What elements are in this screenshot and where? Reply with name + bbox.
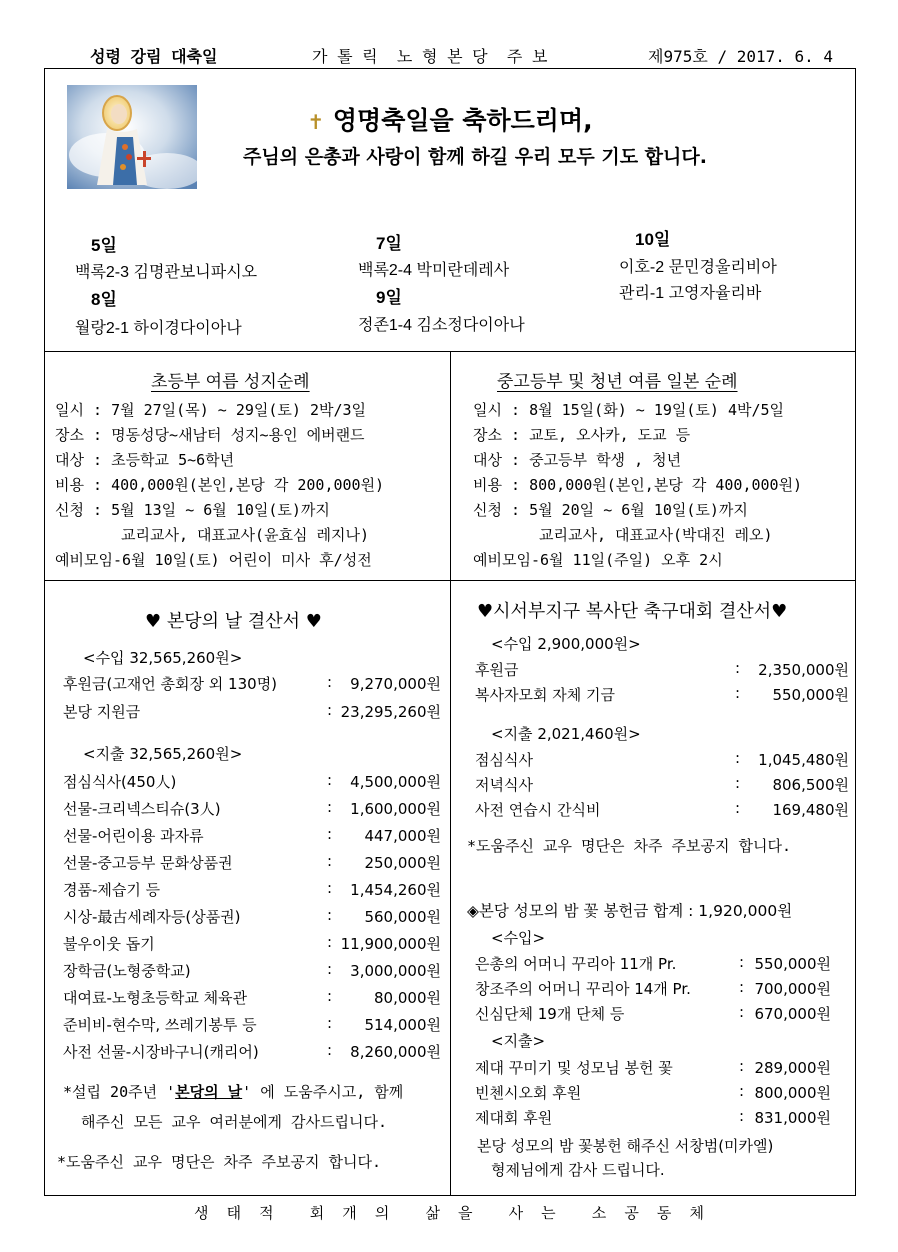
ledger-label: 사전 선물-시장바구니(캐리어): [63, 1043, 259, 1061]
ledger-separator: :: [739, 1107, 745, 1125]
ledger-amount: 550,000원: [754, 955, 831, 973]
ledger-separator: :: [735, 684, 741, 702]
youth-pilgrimage-meeting: 예비모임-6월 11일(주일) 오후 2시: [473, 551, 723, 569]
ledger-amount: 447,000원: [364, 827, 441, 845]
thanks-prefix: *설립 20주년 ': [63, 1083, 176, 1101]
ledger-label: 복사자모회 자체 기금: [475, 686, 615, 704]
ledger-label: 후원금: [475, 661, 519, 679]
footer-motto: 생 태 적 회 개 의 삶 을 사 는 소 공 동 체: [194, 1204, 704, 1222]
feast-day-5: 5일: [91, 236, 117, 255]
youth-pilgrimage-target: 대상 : 중고등부 학생 , 청년: [473, 451, 682, 469]
ledger-separator: :: [327, 906, 333, 924]
youth-pilgrimage-date: 일시 : 8월 15일(화) ~ 19일(토) 4박/5일: [473, 401, 785, 419]
parish-thanks-line2: 해주신 모든 교우 여러분에게 감사드립니다.: [81, 1113, 387, 1131]
ledger-amount: 250,000원: [364, 854, 441, 872]
ledger-separator: :: [739, 978, 745, 996]
ledger-separator: :: [327, 852, 333, 870]
parish-income-header: <수입 32,565,260원>: [83, 649, 243, 667]
elementary-pilgrimage-place: 장소 : 명동성당~새남터 성지~용인 에버랜드: [55, 426, 365, 444]
ledger-amount: 831,000원: [754, 1109, 831, 1127]
greeting-line1: [45, 101, 855, 137]
parish-day-title: [145, 607, 322, 633]
parish-notice: *도움주신 교우 명단은 차주 주보공지 합니다.: [57, 1153, 382, 1171]
youth-pilgrimage-title: 중고등부 및 청년 여름 일본 순례: [497, 372, 738, 392]
ledger-separator: :: [327, 1014, 333, 1032]
ledger-separator: :: [327, 701, 333, 719]
ledger-label: 선물-중고등부 문화상품권: [63, 854, 233, 872]
ledger-label: 제대회 후원: [475, 1109, 553, 1127]
feast-name: 이호-2 문민경울리비아: [619, 259, 777, 276]
may-night-title: ◈본당 성모의 밤 꽃 봉헌금 합계 : 1,920,000원: [467, 902, 793, 920]
ledger-label: 창조주의 어머니 꾸리아 14개 Pr.: [475, 980, 691, 998]
ledger-separator: :: [735, 749, 741, 767]
greeting-line2: 주님의 은총과 사랑이 함께 하길 우리 모두 기도 합니다.: [243, 146, 707, 168]
ledger-separator: :: [327, 798, 333, 816]
ledger-label: 경품-제습기 등: [63, 881, 161, 899]
ledger-label: 본당 지원금: [63, 703, 141, 721]
ledger-amount: 550,000원: [772, 686, 849, 704]
heart-icon: ♥: [305, 611, 322, 632]
ledger-separator: :: [327, 771, 333, 789]
ledger-separator: :: [735, 774, 741, 792]
ledger-amount: 1,454,260원: [350, 881, 441, 899]
feast-name: 월랑2-1 하이경다이아나: [75, 320, 242, 337]
ledger-separator: :: [739, 1057, 745, 1075]
ledger-label: 선물-어린이용 과자류: [63, 827, 204, 845]
soccer-expense-header: <지출 2,021,460원>: [491, 725, 641, 743]
ledger-label: 선물-크리넥스티슈(3人): [63, 800, 221, 818]
ledger-amount: 289,000원: [754, 1059, 831, 1077]
ledger-separator: :: [739, 1082, 745, 1100]
elementary-pilgrimage-cost: 비용 : 400,000원(본인,본당 각 200,000원): [55, 476, 385, 494]
column-divider: [450, 352, 451, 1195]
youth-pilgrimage-cost: 비용 : 800,000원(본인,본당 각 400,000원): [473, 476, 803, 494]
ledger-separator: :: [739, 953, 745, 971]
ledger-label: 신심단체 19개 단체 등: [475, 1005, 625, 1023]
ledger-amount: 11,900,000원: [340, 935, 441, 953]
ledger-separator: :: [327, 933, 333, 951]
ledger-amount: 700,000원: [754, 980, 831, 998]
ledger-amount: 8,260,000원: [350, 1043, 441, 1061]
ledger-separator: :: [327, 1041, 333, 1059]
ledger-separator: :: [327, 879, 333, 897]
ledger-separator: :: [739, 1003, 745, 1021]
elementary-pilgrimage-contact: 교리교사, 대표교사(윤효심 레지나): [121, 526, 370, 544]
may-night-expense-header: <지출>: [491, 1032, 546, 1050]
ledger-label: 후원금(고재언 총회장 외 130명): [63, 675, 278, 693]
ledger-label: 점심식사(450人): [63, 773, 177, 791]
elementary-pilgrimage-meeting: 예비모임-6월 10일(토) 어린이 미사 후/성전: [55, 551, 372, 569]
issue-info: 제975호 / 2017. 6. 4: [648, 47, 834, 66]
feast-name: 백록2-3 김명관보니파시오: [75, 264, 258, 281]
ledger-amount: 806,500원: [772, 776, 849, 794]
ledger-label: 장학금(노형중학교): [63, 962, 191, 980]
ledger-amount: 800,000원: [754, 1084, 831, 1102]
elementary-pilgrimage-date: 일시 : 7월 27일(목) ~ 29일(토) 2박/3일: [55, 401, 367, 419]
ledger-separator: :: [327, 960, 333, 978]
feast-day-10: 10일: [635, 230, 671, 249]
ledger-label: 저녁식사: [475, 776, 533, 794]
elementary-pilgrimage-apply: 신청 : 5월 13일 ~ 6월 10일(토)까지: [55, 501, 330, 519]
ledger-label: 불우이웃 돕기: [63, 935, 155, 953]
ledger-amount: 9,270,000원: [350, 675, 441, 693]
may-night-thanks-line1: 본당 성모의 밤 꽃봉헌 해주신 서창범(미카엘): [477, 1137, 774, 1155]
ledger-label: 시상-最古세례자등(상품권): [63, 908, 241, 926]
youth-pilgrimage-apply: 신청 : 5월 20일 ~ 6월 10일(토)까지: [473, 501, 748, 519]
thanks-suffix: ' 에 도움주시고, 함께: [242, 1083, 404, 1101]
elementary-pilgrimage-target: 대상 : 초등학교 5~6학년: [55, 451, 235, 469]
youth-pilgrimage-place: 장소 : 교토, 오사카, 도교 등: [473, 426, 691, 444]
feast-day-9: 9일: [376, 288, 402, 307]
ledger-separator: :: [327, 987, 333, 1005]
ledger-label: 점심식사: [475, 751, 533, 769]
ledger-amount: 4,500,000원: [350, 773, 441, 791]
ledger-separator: :: [327, 673, 333, 691]
feast-label: 성령 강림 대축일: [90, 47, 218, 66]
greeting-text: 영명축일을 축하드리며,: [332, 106, 593, 135]
heart-icon: ♥: [145, 611, 162, 632]
ledger-separator: :: [327, 825, 333, 843]
youth-pilgrimage-contact: 교리교사, 대표교사(박대진 레오): [539, 526, 773, 544]
ledger-amount: 80,000원: [374, 989, 441, 1007]
cross-icon: ✝: [307, 110, 325, 134]
parish-thanks-line1: [63, 1081, 403, 1102]
ledger-amount: 2,350,000원: [758, 661, 849, 679]
ledger-label: 준비비-현수막, 쓰레기봉투 등: [63, 1016, 257, 1034]
ledger-label: 빈첸시오회 후원: [475, 1084, 582, 1102]
ledger-separator: :: [735, 799, 741, 817]
feast-name: 관리-1 고영자율리바: [619, 285, 762, 302]
ledger-separator: :: [735, 659, 741, 677]
ledger-amount: 169,480원: [772, 801, 849, 819]
feast-day-8: 8일: [91, 290, 117, 309]
elementary-pilgrimage-title: 초등부 여름 성지순례: [151, 372, 310, 392]
soccer-notice: *도움주신 교우 명단은 차주 주보공지 합니다.: [467, 837, 792, 855]
feast-name: 정존1-4 김소정다이아나: [358, 317, 525, 334]
ledger-amount: 3,000,000원: [350, 962, 441, 980]
ledger-label: 제대 꾸미기 및 성모님 봉헌 꽃: [475, 1059, 673, 1077]
ledger-amount: 514,000원: [364, 1016, 441, 1034]
thanks-emphasis: 본당의 날: [175, 1083, 243, 1101]
feast-day-7: 7일: [376, 234, 402, 253]
soccer-income-header: <수입 2,900,000원>: [491, 635, 641, 653]
ledger-amount: 560,000원: [364, 908, 441, 926]
parish-day-title-text: 본당의 날 결산서: [166, 611, 301, 632]
ledger-label: 은총의 어머니 꾸리아 11개 Pr.: [475, 955, 677, 973]
ledger-amount: 1,045,480원: [758, 751, 849, 769]
may-night-income-header: <수입>: [491, 929, 546, 947]
ledger-amount: 23,295,260원: [340, 703, 441, 721]
ledger-label: 사전 연습시 간식비: [475, 801, 601, 819]
ledger-amount: 1,600,000원: [350, 800, 441, 818]
may-night-thanks-line2: 형제님에게 감사 드립니다.: [491, 1161, 665, 1179]
ledger-label: 대여료-노형초등학교 체육관: [63, 989, 248, 1007]
parish-expense-header: <지출 32,565,260원>: [83, 745, 243, 763]
bulletin-frame: [44, 68, 856, 1196]
soccer-title: ♥시서부지구 복사단 축구대회 결산서♥: [477, 601, 788, 622]
bulletin-title: 가 톨 릭 노 형 본 당 주 보: [312, 47, 548, 66]
ledger-amount: 670,000원: [754, 1005, 831, 1023]
feast-name: 백록2-4 박미란데레사: [358, 262, 510, 279]
